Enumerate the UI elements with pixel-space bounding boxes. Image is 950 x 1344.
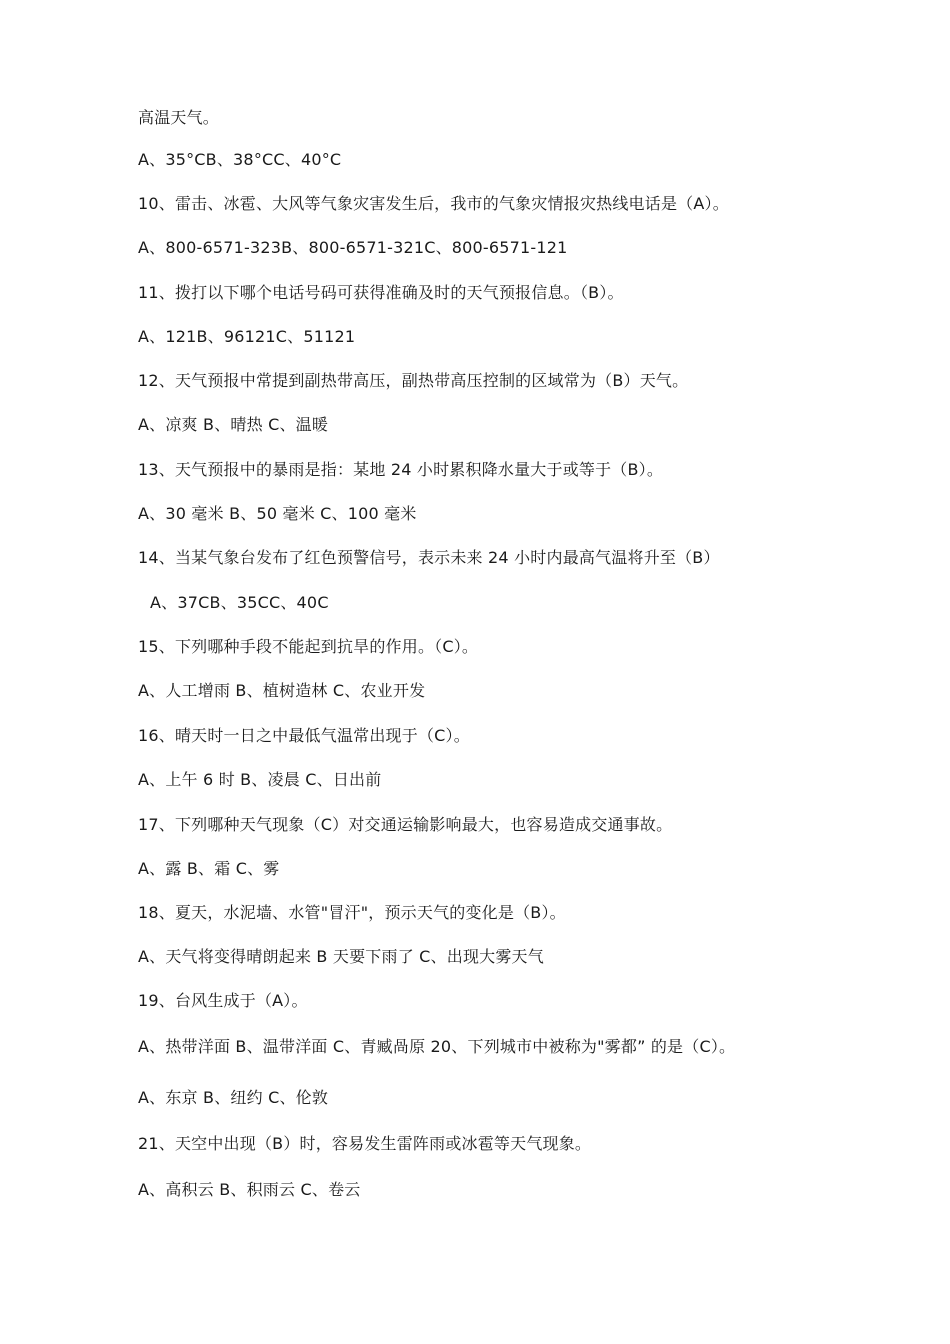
text-line: 高温天气。 bbox=[138, 108, 220, 127]
answer-options: A、高积云 B、积雨云 C、卷云 bbox=[138, 1180, 361, 1199]
question-14: 14、当某气象台发布了红色预警信号，表示未来 24 小时内最高气温将升至（B） bbox=[138, 548, 720, 567]
answer-options: A、东京 B、纽约 C、伦敦 bbox=[138, 1088, 329, 1107]
question-15: 15、下列哪种手段不能起到抗旱的作用。（C）。 bbox=[138, 637, 479, 656]
answer-options: A、35°CB、38°CC、40°C bbox=[138, 150, 342, 169]
answer-options: A、121B、96121C、51121 bbox=[138, 327, 356, 346]
answer-options: A、热带洋面 B、温带洋面 C、青臧咼原 20、下列城市中被称为"雾都” 的是（C）。 bbox=[138, 1037, 736, 1056]
answer-options: A、800-6571-323B、800-6571-321C、800-6571-121 bbox=[138, 238, 568, 257]
question-12: 12、天气预报中常提到副热带高压，副热带高压控制的区域常为（B）天气。 bbox=[138, 371, 689, 390]
answer-options: A、天气将变得晴朗起来 B 天要下雨了 C、出现大雾天气 bbox=[138, 947, 544, 966]
answer-options: A、上午 6 时 B、凌晨 C、日出前 bbox=[138, 770, 382, 789]
answer-options: A、37CB、35CC、40C bbox=[150, 593, 329, 612]
question-16: 16、晴天时一日之中最低气温常出现于（C）。 bbox=[138, 726, 470, 745]
question-10: 10、雷击、冰雹、大风等气象灾害发生后，我市的气象灾情报灾热线电话是（A）。 bbox=[138, 194, 729, 213]
question-21: 21、天空中出现（B）时，容易发生雷阵雨或冰雹等天气现象。 bbox=[138, 1134, 592, 1153]
question-17: 17、下列哪种天气现象（C）对交通运输影响最大，也容易造成交通事故。 bbox=[138, 815, 673, 834]
answer-options: A、30 毫米 B、50 毫米 C、100 毫米 bbox=[138, 504, 417, 523]
answer-options: A、人工增雨 B、植树造林 C、农业开发 bbox=[138, 681, 426, 700]
answer-options: A、露 B、霜 C、雾 bbox=[138, 859, 280, 878]
question-11: 11、拨打以下哪个电话号码可获得准确及时的天气预报信息。（B）。 bbox=[138, 283, 624, 302]
answer-options: A、凉爽 B、晴热 C、温暖 bbox=[138, 415, 329, 434]
question-13: 13、天气预报中的暴雨是指：某地 24 小时累积降水量大于或等于（B）。 bbox=[138, 460, 664, 479]
question-19: 19、台风生成于（A）。 bbox=[138, 991, 308, 1010]
question-18: 18、夏天，水泥墙、水管"冒汗"，预示天气的变化是（B）。 bbox=[138, 903, 566, 922]
